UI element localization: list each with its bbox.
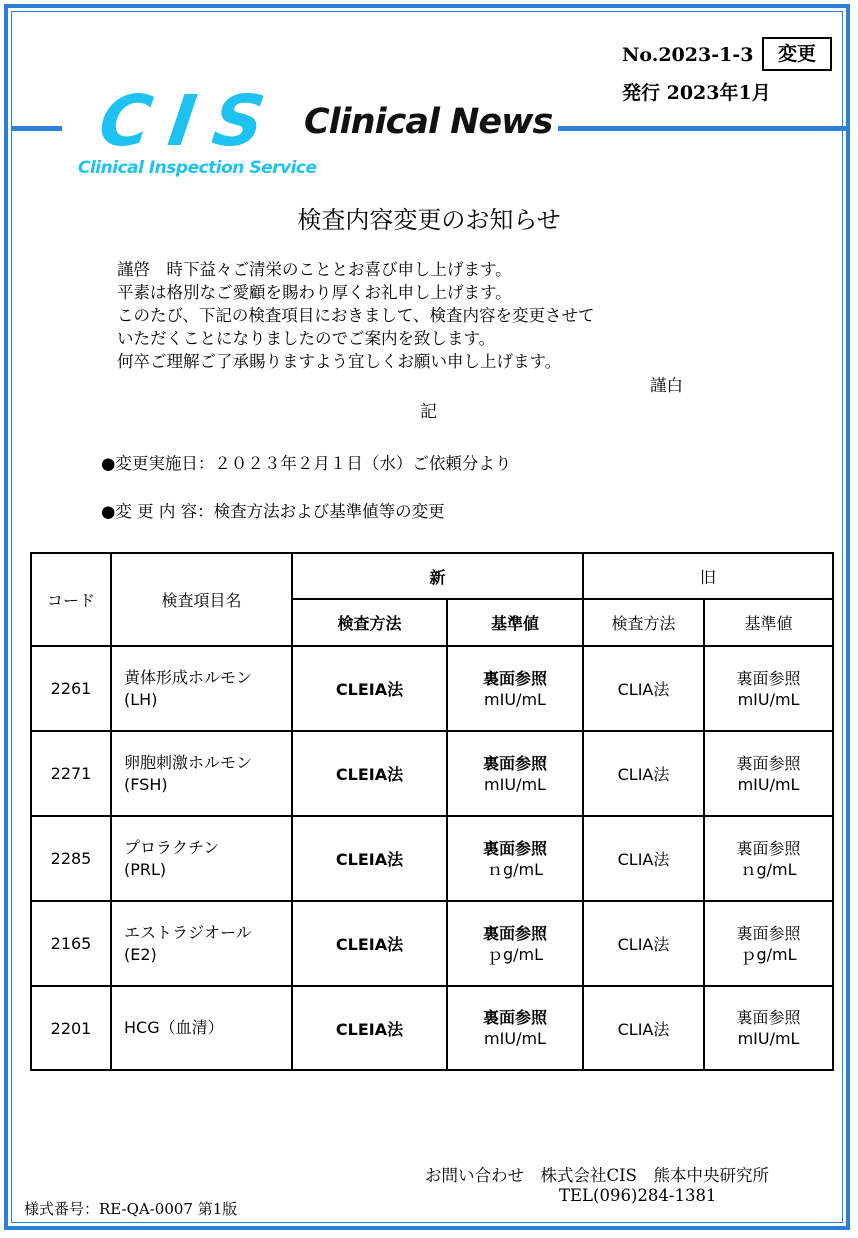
new-method-cell: CLEIA法 (292, 901, 447, 986)
old-ref-cell (704, 901, 833, 986)
contact-line: お問い合わせ 株式会社CIS 熊本中央研究所 (425, 1166, 769, 1185)
header-new: 新 (292, 553, 583, 599)
new-ref-unit: mIU/mL (484, 1029, 546, 1048)
body-line: 平素は格別なご愛顧を賜わり厚くお礼申し上げます。 (117, 283, 512, 302)
old-ref-note: 裏面参照 (736, 753, 801, 773)
old-ref-note: 裏面参照 (736, 668, 801, 688)
old-method-cell: CLIA法 (583, 986, 704, 1070)
change-content-line: ●変 更 内 容：検査方法および基準値等の変更 (101, 502, 445, 521)
old-ref-note: 裏面参照 (736, 838, 801, 858)
old-ref-cell (704, 646, 833, 731)
old-ref-unit: mIU/mL (737, 689, 800, 709)
new-ref-note: 裏面参照 (483, 753, 548, 773)
item-name-cell (111, 731, 292, 816)
new-ref-note: 裏面参照 (483, 668, 548, 688)
new-method-cell: CLEIA法 (292, 986, 447, 1070)
item-abbrev: (PRL) (124, 859, 167, 879)
header-rule-left (12, 126, 62, 131)
item-name-cell (111, 646, 292, 731)
item-name: エストラジオール (124, 922, 252, 942)
body-line: このたび、下記の検査項目におきまして、検査内容を変更させて (117, 306, 595, 325)
cis-logo: CIS (94, 80, 288, 162)
closing-phrase: 謹白 (650, 376, 683, 395)
old-method-cell: CLIA法 (583, 816, 704, 901)
code-cell: 2271 (31, 731, 111, 816)
new-ref-unit: ｐg/mL (486, 944, 544, 964)
logo-subtitle: Clinical Inspection Service (78, 158, 317, 178)
item-name: 卵胞刺激ホルモン (124, 752, 253, 772)
code-cell: 2285 (31, 816, 111, 901)
header-rule-right (558, 126, 846, 131)
new-method-cell: CLEIA法 (292, 731, 447, 816)
document-number: No.2023-1-3 (622, 44, 754, 66)
old-ref-unit: mIU/mL (737, 774, 800, 794)
effective-date-line: ●変更実施日：２０２３年２月１日（水）ご依頼分より (101, 454, 512, 473)
telephone: TEL(096)284-1381 (559, 1186, 717, 1205)
new-ref-unit: mIU/mL (484, 689, 546, 709)
old-method-cell: CLIA法 (583, 646, 704, 731)
header-method-old: 検査方法 (583, 599, 704, 646)
header-item-name: 検査項目名 (111, 553, 292, 646)
table-row (31, 816, 833, 901)
newsletter-title: Clinical News (304, 102, 553, 142)
old-ref-unit: mIU/mL (737, 1029, 800, 1048)
change-badge: 変更 (762, 37, 832, 71)
form-number: 様式番号：RE-QA-0007 第1版 (24, 1200, 238, 1218)
body-line: いただくことになりましたのでご案内を致します。 (117, 329, 496, 348)
new-ref-cell (447, 986, 583, 1070)
old-ref-note: 裏面参照 (736, 923, 801, 943)
new-ref-cell (447, 646, 583, 731)
code-cell: 2261 (31, 646, 111, 731)
new-ref-unit: ｎg/mL (486, 859, 544, 879)
table-row (31, 986, 833, 1070)
old-method-cell: CLIA法 (583, 901, 704, 986)
item-abbrev: (E2) (124, 944, 157, 964)
new-method-cell: CLEIA法 (292, 646, 447, 731)
new-ref-cell (447, 901, 583, 986)
old-ref-cell (704, 986, 833, 1070)
item-name: 黄体形成ホルモン (124, 667, 253, 687)
old-ref-unit: ｐg/mL (740, 944, 797, 964)
old-ref-note: 裏面参照 (736, 1008, 801, 1027)
header-ref-old: 基準値 (704, 599, 833, 646)
item-name: HCG（血清） (124, 1018, 224, 1037)
old-ref-cell (704, 816, 833, 901)
code-cell: 2201 (31, 986, 111, 1070)
item-name-cell (111, 816, 292, 901)
change-table (30, 552, 834, 1071)
table-row (31, 901, 833, 986)
body-line: 何卒ご理解ご了承賜りますよう宜しくお願い申し上げます。 (117, 352, 562, 371)
old-ref-unit: ｎg/mL (740, 859, 797, 879)
new-ref-cell (447, 731, 583, 816)
old-method-cell: CLIA法 (583, 731, 704, 816)
new-ref-note: 裏面参照 (483, 923, 548, 943)
header-old: 旧 (583, 553, 833, 599)
new-ref-note: 裏面参照 (483, 1008, 548, 1027)
item-name-cell (111, 901, 292, 986)
body-line: 謹啓 時下益々ご清栄のこととお喜び申し上げます。 (117, 260, 512, 279)
table-row (31, 731, 833, 816)
item-abbrev: (FSH) (124, 774, 168, 794)
new-ref-unit: mIU/mL (484, 774, 546, 794)
page-title: 検査内容変更のお知らせ (297, 206, 561, 234)
item-name: プロラクチン (124, 837, 220, 857)
old-ref-cell (704, 731, 833, 816)
code-cell: 2165 (31, 901, 111, 986)
issue-date: 発行 2023年1月 (622, 82, 771, 104)
header-code: コード (31, 553, 111, 646)
new-ref-cell (447, 816, 583, 901)
header-method-new: 検査方法 (292, 599, 447, 646)
item-abbrev: (LH) (124, 689, 158, 709)
table-row (31, 646, 833, 731)
new-ref-note: 裏面参照 (483, 838, 548, 858)
new-method-cell: CLEIA法 (292, 816, 447, 901)
item-name-cell (111, 986, 292, 1070)
header-ref-new: 基準値 (447, 599, 583, 646)
greeting-body (117, 258, 595, 373)
ki-mark: 記 (420, 402, 437, 422)
